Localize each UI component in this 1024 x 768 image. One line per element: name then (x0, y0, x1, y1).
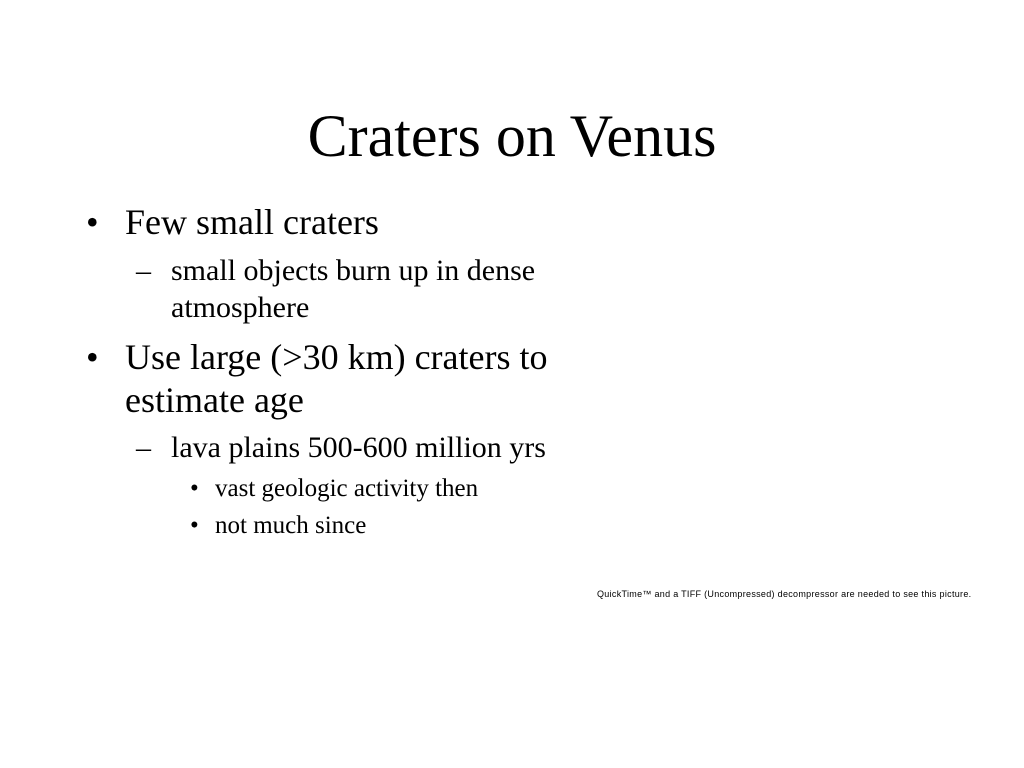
image-placeholder-notice: QuickTime™ and a TIFF (Uncompressed) decompressor are needed to see this picture. (597, 589, 972, 599)
bullet-marker: • (86, 337, 99, 377)
sub-sub-list-item-text: vast geologic activity then (215, 475, 479, 502)
list-item-text: Few small craters (125, 202, 379, 242)
slide-title: Craters on Venus (307, 103, 717, 169)
dash-marker: – (136, 431, 151, 464)
sub-list-item-text: atmosphere (171, 291, 310, 324)
sub-list-item-text: lava plains 500-600 million yrs (171, 431, 546, 464)
dash-marker: – (136, 254, 151, 287)
list-item-text: estimate age (125, 380, 304, 420)
bullet-marker: • (190, 475, 199, 502)
sub-sub-list-item-text: not much since (215, 512, 367, 539)
bullet-marker: • (86, 202, 99, 242)
list-item-text: Use large (>30 km) craters to (125, 337, 548, 377)
sub-list-item-text: small objects burn up in dense (171, 254, 536, 287)
bullet-marker: • (190, 512, 199, 539)
